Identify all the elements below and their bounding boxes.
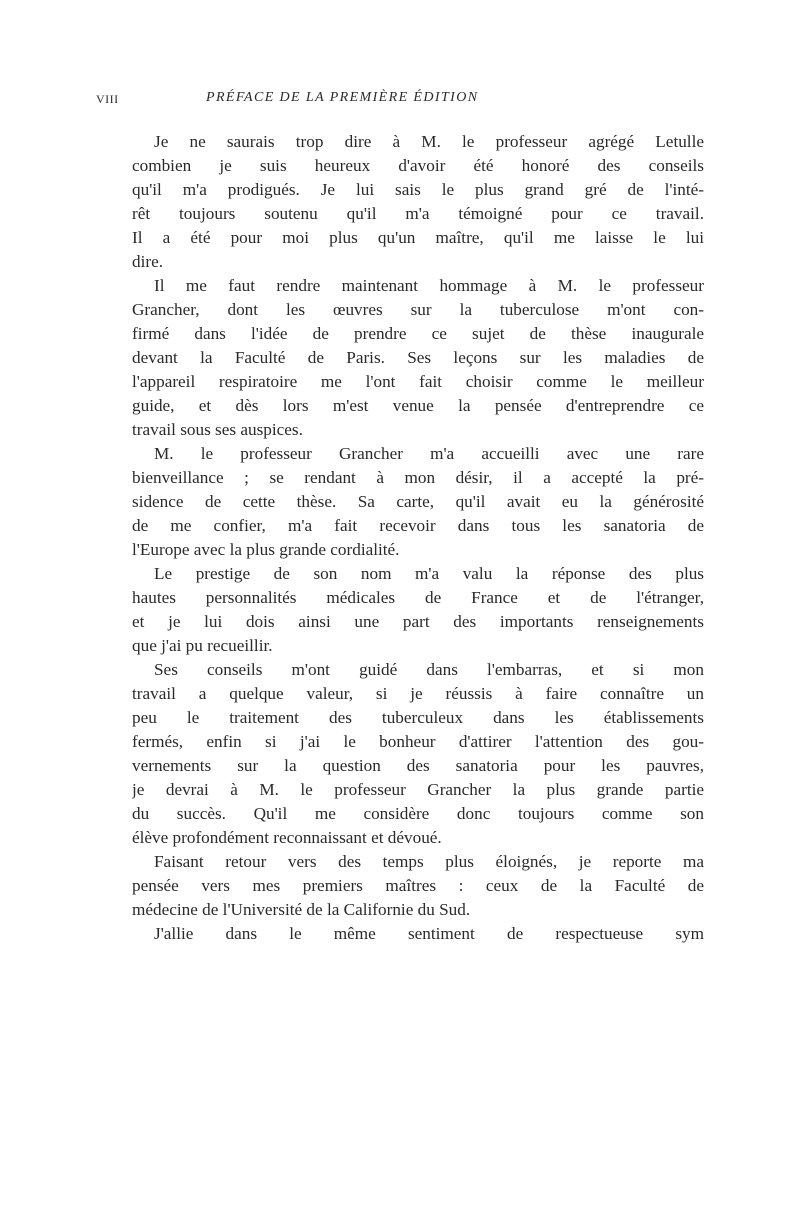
text-line: Faisant retour vers des temps plus éloignés, je reporte ma	[154, 852, 704, 871]
text-line: médecine de l'Université de la Californie du Sud.	[132, 900, 471, 919]
text-line: pensée vers mes premiers maîtres : ceux de la Faculté de	[132, 876, 704, 895]
text-line: M. le professeur Grancher m'a accueilli avec une rare	[154, 444, 704, 463]
text-line: firmé dans l'idée de prendre ce sujet de thèse inaugurale	[132, 324, 704, 343]
body-text	[132, 130, 704, 946]
text-line: travail sous ses auspices.	[132, 420, 303, 439]
page-number: VIII	[96, 92, 119, 106]
text-line: et je lui dois ainsi une part des importants renseignements	[132, 612, 704, 631]
text-line: élève profondément reconnaissant et dévoué.	[132, 828, 442, 847]
text-line: Grancher, dont les œuvres sur la tuberculose m'ont con-	[132, 300, 704, 319]
text-line: sidence de cette thèse. Sa carte, qu'il avait eu la générosité	[132, 492, 704, 511]
text-line: peu le traitement des tuberculeux dans les établissements	[132, 708, 704, 727]
text-line: de me confier, m'a fait recevoir dans tous les sanatoria de	[132, 516, 704, 535]
text-line: travail a quelque valeur, si je réussis à faire connaître un	[132, 684, 704, 703]
text-line: combien je suis heureux d'avoir été honoré des conseils	[132, 156, 704, 175]
text-line: Il a été pour moi plus qu'un maître, qu'il me laisse le lui	[132, 228, 704, 247]
text-line: bienveillance ; se rendant à mon désir, il a accepté la pré-	[132, 468, 704, 487]
text-line: Ses conseils m'ont guidé dans l'embarras, et si mon	[154, 660, 704, 679]
text-line: fermés, enfin si j'ai le bonheur d'attirer l'attention des gou-	[132, 732, 704, 751]
text-line: guide, et dès lors m'est venue la pensée d'entreprendre ce	[132, 396, 704, 415]
text-line: J'allie dans le même sentiment de respectueuse sym	[154, 924, 704, 943]
text-line: Je ne saurais trop dire à M. le professeur agrégé Letulle	[154, 132, 704, 151]
text-line: rêt toujours soutenu qu'il m'a témoigné pour ce travail.	[132, 204, 704, 223]
text-line: l'appareil respiratoire me l'ont fait choisir comme le meilleur	[132, 372, 704, 391]
text-line: Le prestige de son nom m'a valu la réponse des plus	[154, 564, 704, 583]
text-line: qu'il m'a prodigués. Je lui sais le plus grand gré de l'inté-	[132, 180, 704, 199]
text-line: hautes personnalités médicales de France et de l'étranger,	[132, 588, 704, 607]
text-line: que j'ai pu recueillir.	[132, 636, 273, 655]
text-line: du succès. Qu'il me considère donc toujours comme son	[132, 804, 704, 823]
text-line: devant la Faculté de Paris. Ses leçons sur les maladies de	[132, 348, 704, 367]
text-line: vernements sur la question des sanatoria pour les pauvres,	[132, 756, 704, 775]
text-line: l'Europe avec la plus grande cordialité.	[132, 540, 400, 559]
running-head: PRÉFACE DE LA PREMIÈRE ÉDITION	[206, 90, 479, 105]
page-header	[96, 92, 716, 114]
text-line: dire.	[132, 252, 164, 271]
text-line: Il me faut rendre maintenant hommage à M. le professeur	[154, 276, 704, 295]
text-line: je devrai à M. le professeur Grancher la plus grande partie	[132, 780, 704, 799]
